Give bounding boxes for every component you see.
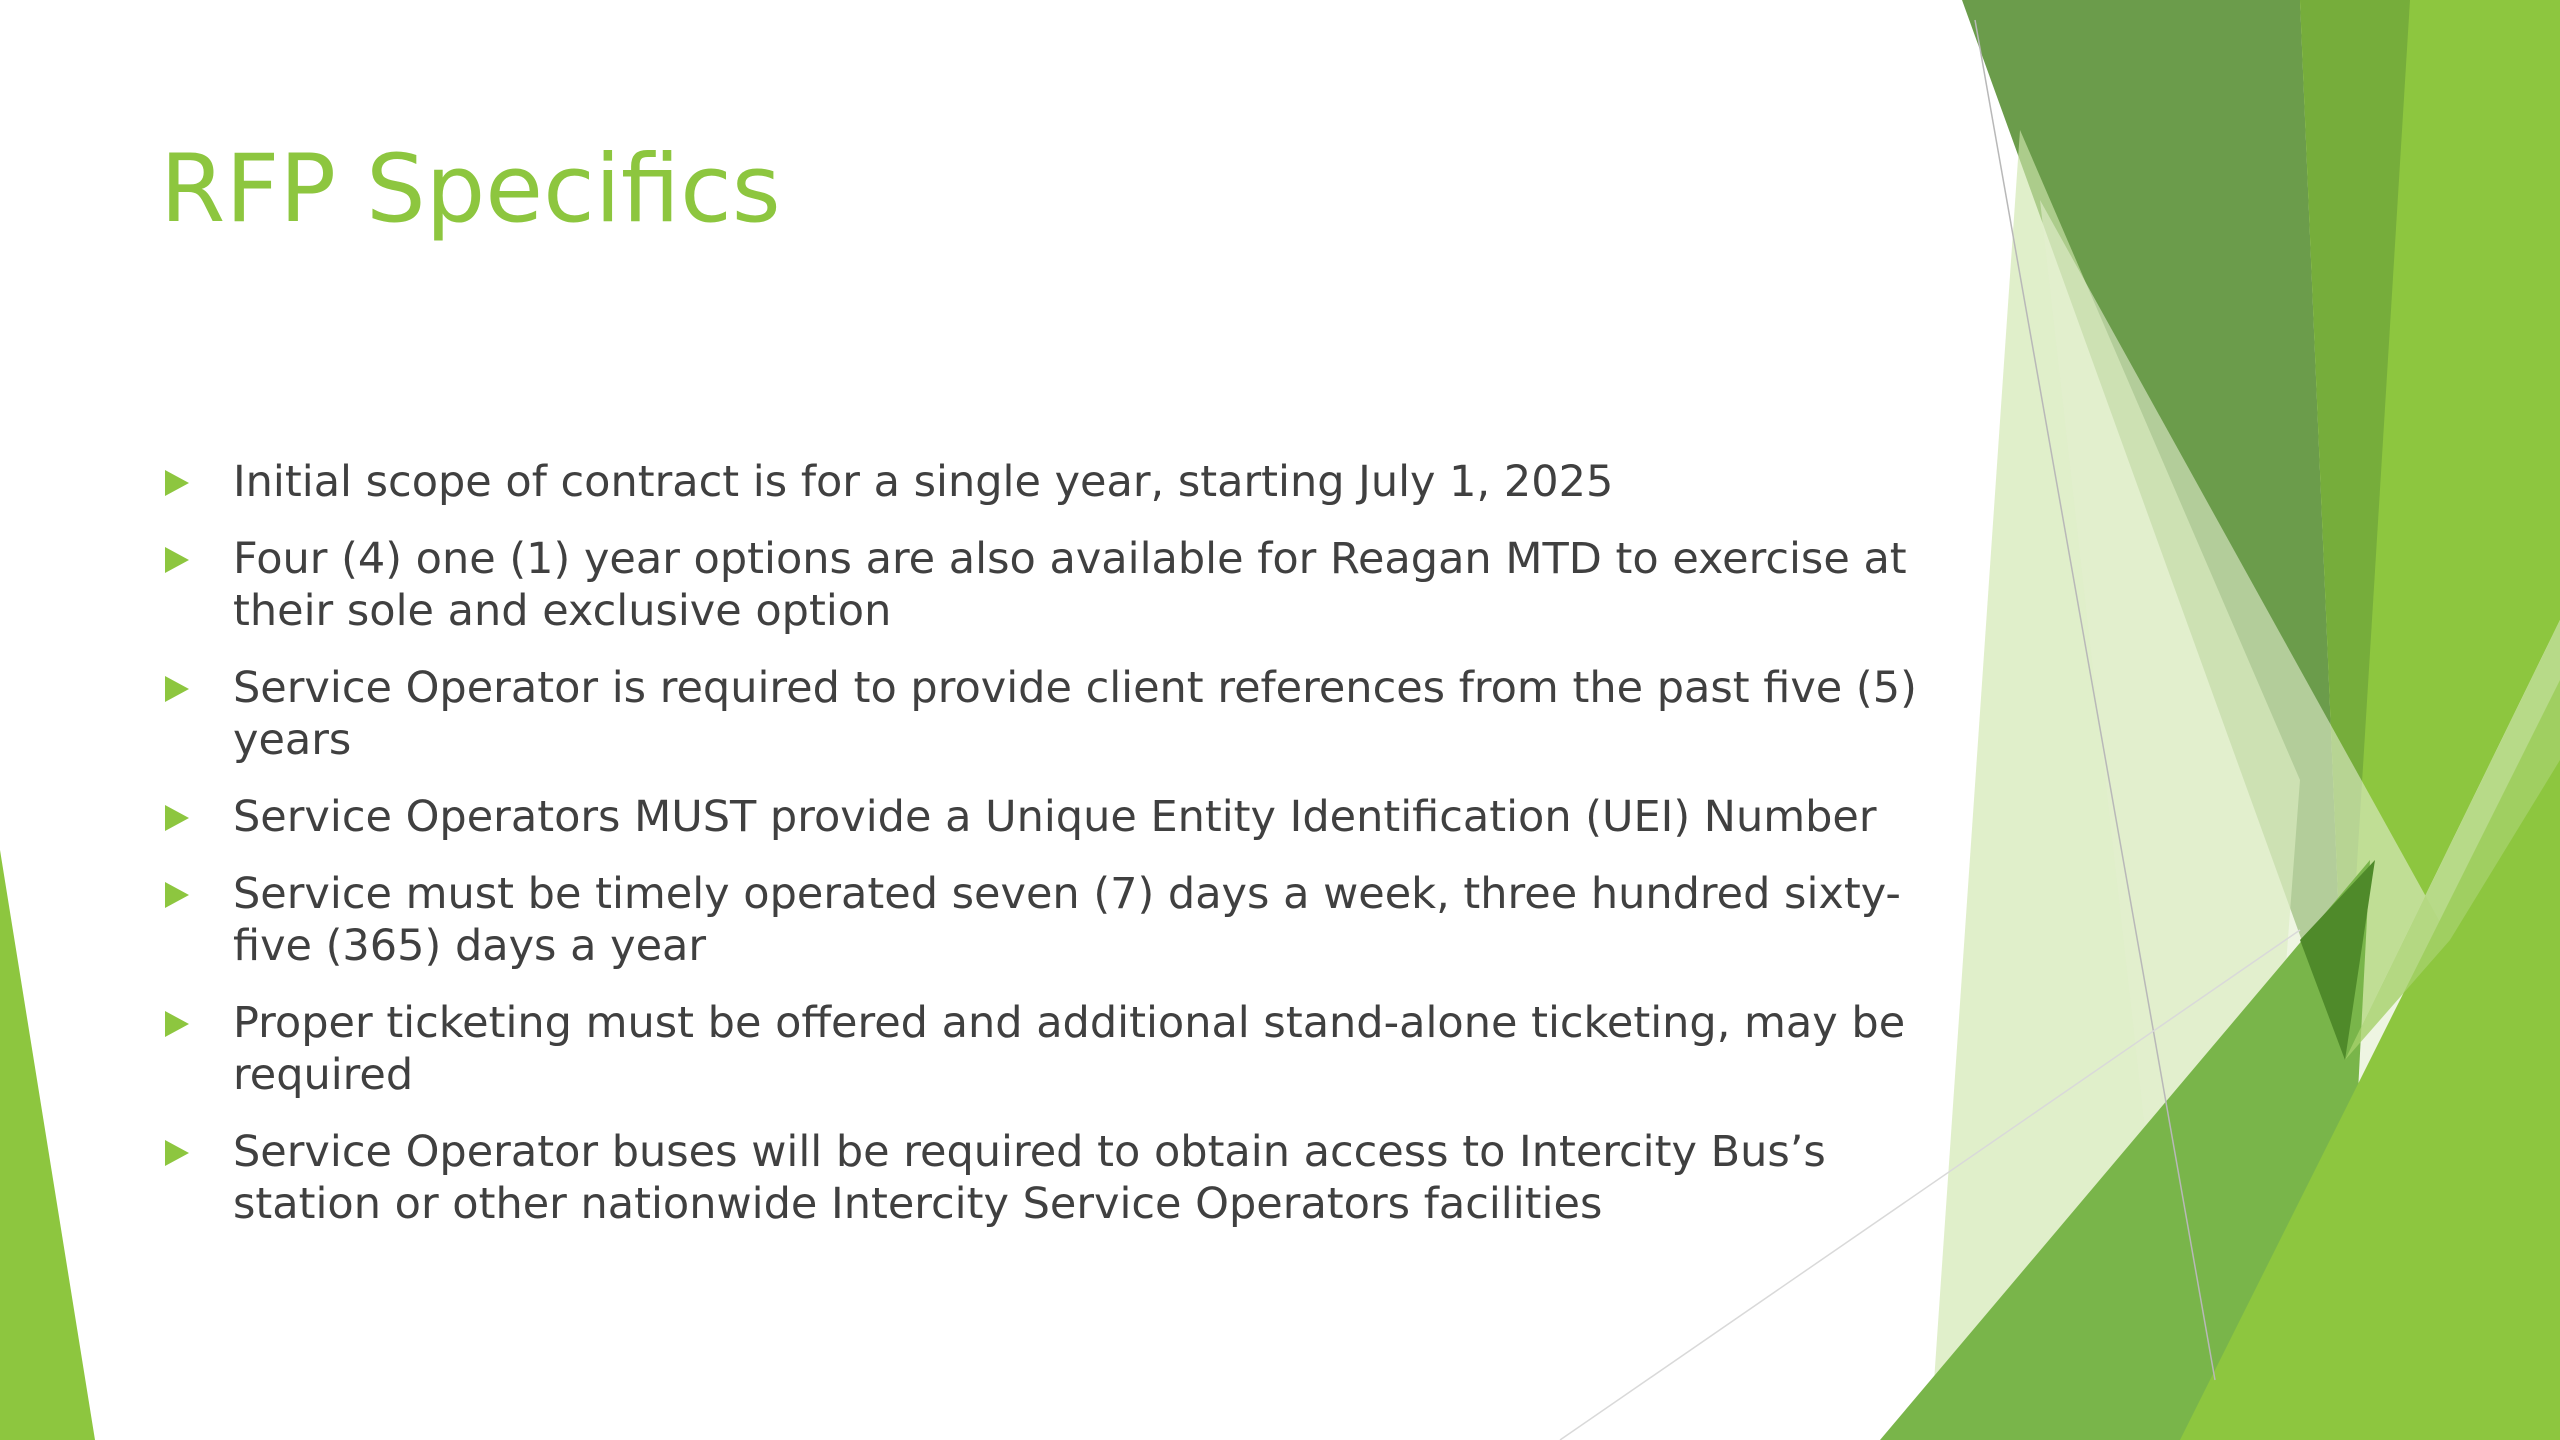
list-item [160, 456, 1940, 508]
triangle-right-icon [165, 1140, 189, 1166]
triangle-right-icon [165, 470, 189, 496]
page-title: RFP Specifics [160, 135, 781, 244]
bullet-text: Service Operator buses will be required to obtain access to Intercity Bus’s station or other nationwide Intercity Service Operators facilities [233, 1127, 1826, 1229]
bullet-list [160, 456, 1940, 1255]
triangle-right-icon [165, 805, 189, 831]
list-item [160, 997, 1940, 1101]
list-item [160, 1126, 1940, 1230]
bullet-text: Service Operator is required to provide client references from the past five (5) years [233, 663, 1917, 765]
list-item [160, 868, 1940, 972]
bullet-text: Service Operators MUST provide a Unique Entity Identification (UEI) Number [233, 792, 1877, 842]
list-item [160, 662, 1940, 766]
bullet-text: Four (4) one (1) year options are also available for Reagan MTD to exercise at their sole and exclusive option [233, 534, 1907, 636]
triangle-right-icon [165, 547, 189, 573]
triangle-right-icon [165, 1011, 189, 1037]
triangle-right-icon [165, 676, 189, 702]
triangle-right-icon [165, 882, 189, 908]
bullet-text: Proper ticketing must be offered and additional stand-alone ticketing, may be required [233, 998, 1906, 1100]
bullet-text: Initial scope of contract is for a single year, starting July 1, 2025 [233, 457, 1614, 507]
list-item [160, 791, 1940, 843]
left-edge-shape [0, 850, 95, 1440]
bullet-text: Service must be timely operated seven (7) days a week, three hundred sixty-five (365) days a year [233, 869, 1901, 971]
list-item [160, 533, 1940, 637]
